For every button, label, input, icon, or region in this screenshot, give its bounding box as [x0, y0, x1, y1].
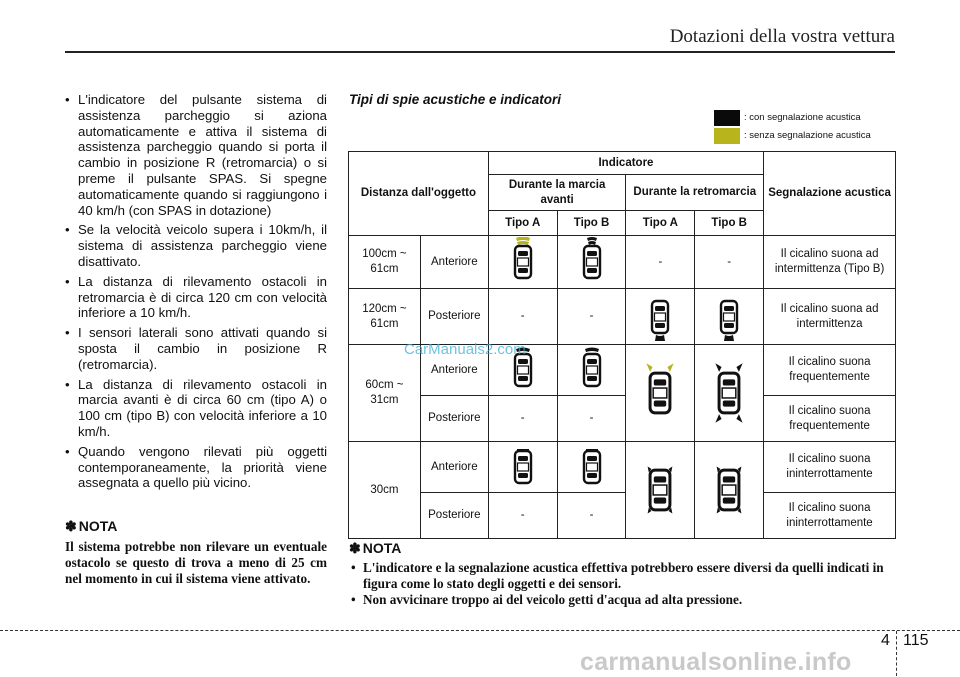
- header-reverse: Durante la retromarcia: [626, 175, 764, 211]
- empty-cell: -: [488, 396, 557, 442]
- legend-swatch-with-sound: [714, 110, 740, 126]
- nota-title: NOTA: [78, 518, 118, 534]
- position-cell: Posteriore: [420, 493, 488, 539]
- empty-cell: -: [557, 396, 626, 442]
- list-item: • Quando vengono rilevati più oggetti contemporaneamente, la priorità viene assegnata a quello più vicino.: [65, 444, 327, 491]
- legend-label-with-sound: : con segnalazione acustica: [744, 112, 861, 123]
- distance-cell: 30cm: [349, 442, 421, 539]
- table-row: [349, 236, 896, 289]
- section-title: Tipi di spie acustiche e indicatori: [349, 92, 562, 107]
- list-item: • La distanza di rilevamento ostacoli in marcia avanti è di circa 60 cm (tipo A) o 100 cm (tipo B) con velocità inferiore a 10 km/h.: [65, 377, 327, 440]
- notes-list: [65, 92, 327, 491]
- nota-list: [349, 560, 897, 607]
- position-cell: Anteriore: [420, 442, 488, 493]
- position-cell: Posteriore: [420, 289, 488, 345]
- empty-cell: -: [557, 493, 626, 539]
- page-number: 115: [903, 632, 929, 649]
- table-row: [349, 493, 896, 539]
- header-tipo-b: Tipo B: [695, 211, 764, 236]
- car-front-closest-icon: [488, 442, 557, 493]
- header-rule: [65, 51, 895, 53]
- footer-watermark: carmanualsonline.info: [580, 648, 852, 676]
- empty-cell: -: [488, 289, 557, 345]
- header-tipo-b: Tipo B: [557, 211, 626, 236]
- car-side-closest-icon: [626, 442, 695, 539]
- distance-cell: 60cm ~ 31cm: [349, 345, 421, 442]
- car-side-yellow-icon: [626, 345, 695, 442]
- car-side-black-icon: [695, 345, 764, 442]
- signal-cell: Il cicalino suona ad intermittenza (Tipo B): [764, 236, 896, 289]
- footer-rule: [0, 630, 960, 631]
- car-front-close-icon: [557, 345, 626, 396]
- header-signal: Segnalazione acustica: [764, 152, 896, 236]
- distance-cell: 100cm ~ 61cm: [349, 236, 421, 289]
- table-row: [349, 396, 896, 442]
- page-header-title: Dotazioni della vostra vettura: [669, 26, 895, 47]
- car-side-closest-icon: [695, 442, 764, 539]
- distance-cell: 120cm ~ 61cm: [349, 289, 421, 345]
- car-front-black-icon: [557, 236, 626, 289]
- list-item: • La distanza di rilevamento ostacoli in retromarcia è di circa 120 cm con velocità inferiore a 10 km/h.: [65, 274, 327, 321]
- legend-swatch-without-sound: [714, 128, 740, 144]
- table-row: [349, 289, 896, 345]
- watermark: CarManuals2.com: [404, 341, 526, 358]
- car-front-closest-icon: [557, 442, 626, 493]
- list-item: • L'indicatore del pulsante sistema di assistenza parcheggio si aziona automaticamente e attiva il sistema di assistenza parcheggio quando si porta il cambio in posizione R (retromarcia) o si preme il pulsante SPAS. Si spegne automaticamente quando si raggiungono i 40 km/h (con SPAS in dotazione): [65, 92, 327, 218]
- signal-cell: Il cicalino suona ininterrottamente: [764, 493, 896, 539]
- right-nota: [349, 540, 897, 607]
- empty-cell: -: [488, 493, 557, 539]
- position-cell: Posteriore: [420, 396, 488, 442]
- empty-cell: -: [626, 236, 695, 289]
- list-item: • I sensori laterali sono attivati quando si sposta il cambio in posizione R (retromarcia).: [65, 325, 327, 372]
- header-tipo-a: Tipo A: [626, 211, 695, 236]
- header-tipo-a: Tipo A: [488, 211, 557, 236]
- table-row: [349, 442, 896, 493]
- empty-cell: -: [695, 236, 764, 289]
- nota-star-icon: ✽: [65, 518, 77, 534]
- left-column: [65, 92, 327, 495]
- header-indicator: Indicatore: [488, 152, 763, 175]
- position-cell: Anteriore: [420, 236, 488, 289]
- nota-star-icon: ✽: [349, 540, 361, 556]
- signal-cell: Il cicalino suona frequentemente: [764, 345, 896, 396]
- legend-label-without-sound: : senza segnalazione acustica: [744, 130, 871, 141]
- nota-text: Il sistema potrebbe non rilevare un eventuale ostacolo se questo di trova a meno di 25 cm nel momento in cui il sistema viene attivato.: [65, 539, 327, 586]
- position-cell: Anteriore: [420, 345, 488, 396]
- header-distance: Distanza dall'oggetto: [349, 152, 489, 236]
- car-front-yellow-icon: [488, 236, 557, 289]
- list-item: • Non avvicinare troppo ai del veicolo getti d'acqua ad alta pressione.: [349, 592, 897, 608]
- header-forward: Durante la marcia avanti: [488, 175, 626, 211]
- list-item: • L'indicatore e la segnalazione acustica effettiva potrebbero essere diversi da quelli indicati in figura come lo stato degli oggetti e dei sensori.: [349, 560, 897, 592]
- page-separator: [896, 631, 897, 676]
- signal-cell: Il cicalino suona ad intermittenza: [764, 289, 896, 345]
- nota-title: NOTA: [362, 540, 402, 556]
- signal-cell: Il cicalino suona frequentemente: [764, 396, 896, 442]
- chapter-number: 4: [881, 632, 890, 649]
- car-rear-black-icon: [695, 289, 764, 345]
- car-rear-black-icon: [626, 289, 695, 345]
- empty-cell: -: [557, 289, 626, 345]
- list-item: • Se la velocità veicolo supera i 10km/h, il sistema di assistenza parcheggio viene disattivato.: [65, 222, 327, 269]
- left-nota: [65, 518, 327, 586]
- signal-cell: Il cicalino suona ininterrottamente: [764, 442, 896, 493]
